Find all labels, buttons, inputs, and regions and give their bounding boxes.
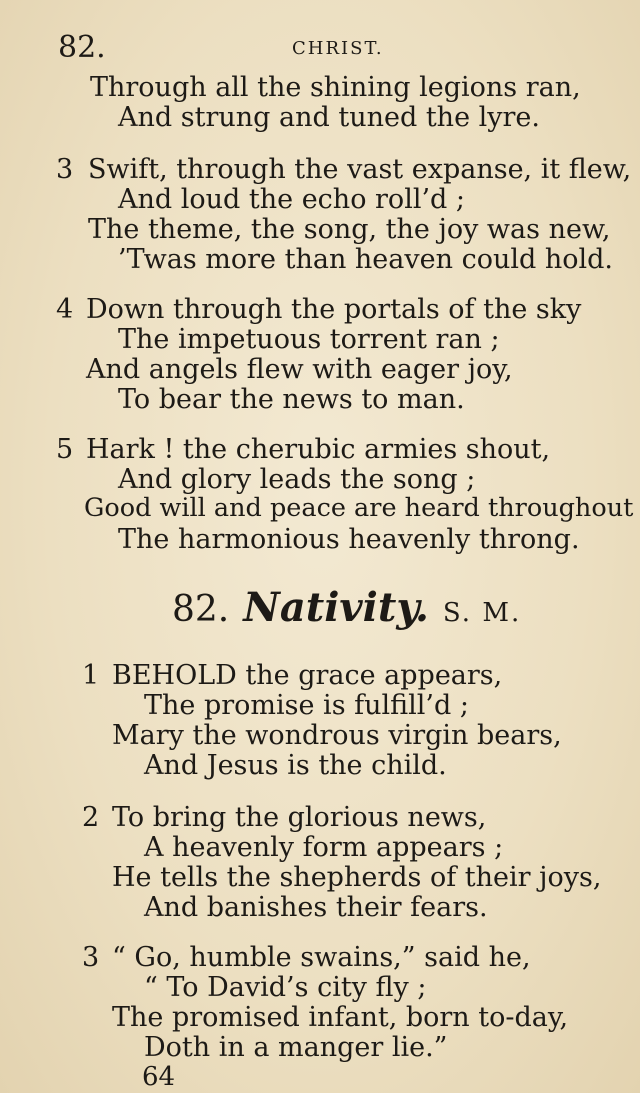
verse-line: “ Go, humble swains,” said he, xyxy=(112,942,531,973)
verse-line: “ To David’s city fly ; xyxy=(144,972,427,1003)
verse-line: And Jesus is the child. xyxy=(144,750,447,781)
hymn-title: Nativity. xyxy=(243,584,429,631)
verse-line: Through all the shining legions ran, xyxy=(90,72,581,103)
verse-line: The harmonious heavenly throng. xyxy=(118,524,580,555)
verse-line: The theme, the song, the joy was new, xyxy=(88,214,611,245)
page-number: 82. xyxy=(58,30,106,65)
verse-line: The impetuous torrent ran ; xyxy=(118,324,500,355)
verse-number: 1 xyxy=(82,660,100,691)
verse-number: 2 xyxy=(82,802,100,833)
verse-line: Mary the wondrous virgin bears, xyxy=(112,720,562,751)
hymn-number: 82. xyxy=(172,589,230,630)
verse-line: Hark ! the cherubic armies shout, xyxy=(86,434,551,465)
verse-line: To bring the glorious news, xyxy=(112,802,487,833)
verse-number: 4 xyxy=(56,294,74,325)
running-title: CHRIST. xyxy=(292,38,384,59)
verse-line: BEHOLD the grace appears, xyxy=(112,660,503,691)
verse-line: Swift, through the vast expanse, it flew, xyxy=(88,154,632,185)
verse-line: To bear the news to man. xyxy=(118,384,465,415)
verse-line: The promise is fulfill’d ; xyxy=(144,690,469,721)
verse-line: Down through the portals of the sky xyxy=(86,294,582,325)
verse-number: 5 xyxy=(56,434,74,465)
verse-line: ’Twas more than heaven could hold. xyxy=(118,244,613,275)
verse-line: And loud the echo roll’d ; xyxy=(118,184,466,215)
verse-line: And banishes their fears. xyxy=(144,892,488,923)
verse-line: Doth in a manger lie.” xyxy=(144,1032,448,1063)
hymn-meter: S. M. xyxy=(442,598,522,628)
verse-line: The promised infant, born to-day, xyxy=(112,1002,569,1033)
verse-number: 3 xyxy=(56,154,74,185)
hymn-heading xyxy=(172,584,522,631)
verse-line: He tells the shepherds of their joys, xyxy=(112,862,602,893)
verse-line: And angels flew with eager joy, xyxy=(86,354,513,385)
signature-mark: 64 xyxy=(142,1062,176,1092)
verse-line: Good will and peace are heard throughout xyxy=(84,493,634,523)
verse-number: 3 xyxy=(82,942,100,973)
verse-line: A heavenly form appears ; xyxy=(144,832,504,863)
verse-line: And strung and tuned the lyre. xyxy=(118,102,540,133)
verse-line: And glory leads the song ; xyxy=(118,464,476,495)
